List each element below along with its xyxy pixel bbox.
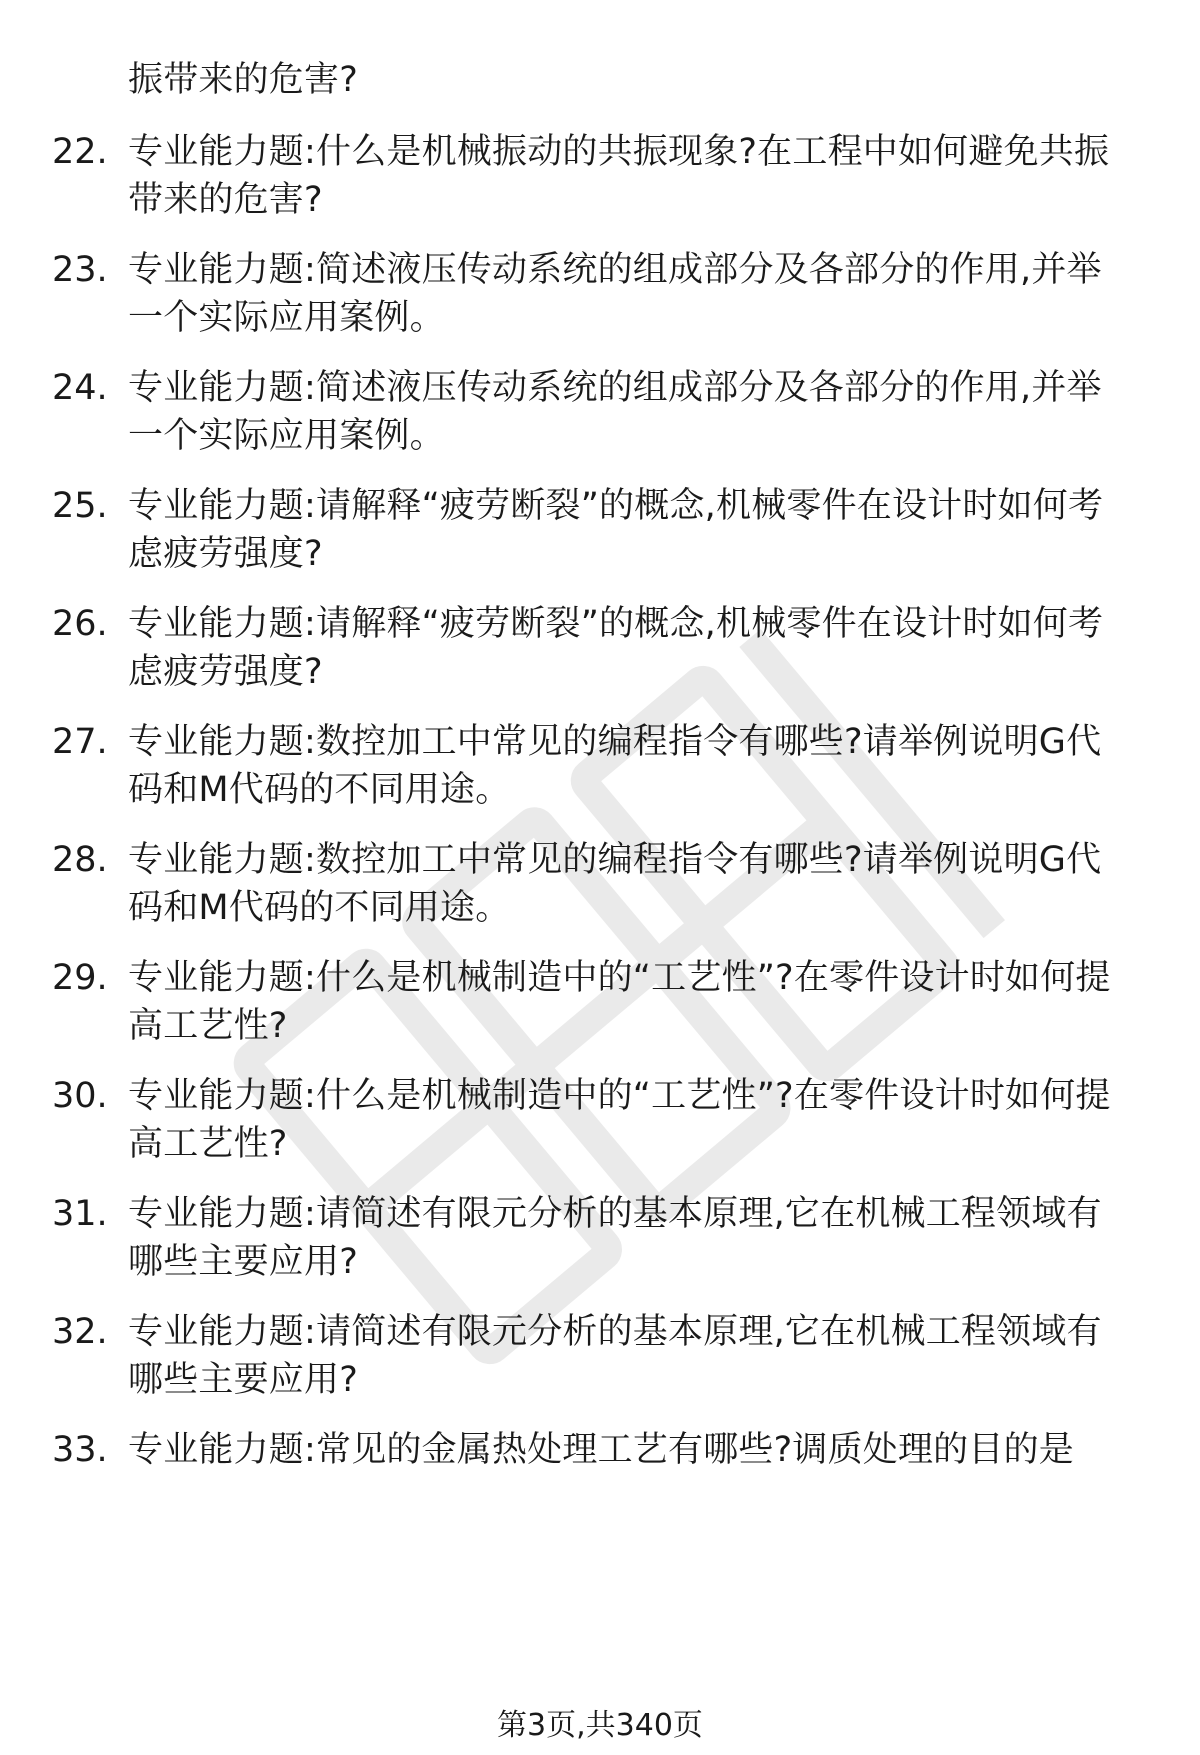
question-number: 31. (52, 1194, 108, 1234)
question-text: 专业能力题:什么是机械制造中的“工艺性”?在零件设计时如何提高工艺性? (128, 958, 1111, 1046)
question-text: 专业能力题:数控加工中常见的编程指令有哪些?请举例说明G代码和M代码的不同用途。 (128, 840, 1102, 928)
question-number: 30. (52, 1076, 108, 1116)
question-item (52, 364, 1152, 460)
question-number: 29. (52, 958, 108, 998)
question-item (52, 1426, 1152, 1474)
question-item (52, 718, 1152, 814)
question-item (52, 600, 1152, 696)
question-item (52, 128, 1152, 224)
question-text: 专业能力题:请简述有限元分析的基本原理,它在机械工程领域有哪些主要应用? (128, 1194, 1102, 1282)
question-number: 27. (52, 722, 108, 762)
question-number: 24. (52, 368, 108, 408)
question-number: 28. (52, 840, 108, 880)
question-number: 33. (52, 1430, 108, 1470)
question-number: 25. (52, 486, 108, 526)
question-item (52, 246, 1152, 342)
question-text: 专业能力题:什么是机械制造中的“工艺性”?在零件设计时如何提高工艺性? (128, 1076, 1111, 1164)
question-text: 专业能力题:简述液压传动系统的组成部分及各部分的作用,并举一个实际应用案例。 (128, 250, 1102, 338)
question-text: 专业能力题:常见的金属热处理工艺有哪些?调质处理的目的是 (128, 1430, 1074, 1470)
question-text: 专业能力题:什么是机械振动的共振现象?在工程中如何避免共振带来的危害? (128, 132, 1110, 220)
question-item (52, 1308, 1152, 1404)
question-number: 26. (52, 604, 108, 644)
page-footer: 第3页,共340页 (497, 1708, 703, 1743)
question-number: 32. (52, 1312, 108, 1352)
question-item (52, 1072, 1152, 1168)
question-text: 专业能力题:请解释“疲劳断裂”的概念,机械零件在设计时如何考虑疲劳强度? (128, 604, 1104, 692)
continuation-text: 振带来的危害? (128, 60, 358, 100)
question-item (52, 1190, 1152, 1286)
question-text: 专业能力题:简述液压传动系统的组成部分及各部分的作用,并举一个实际应用案例。 (128, 368, 1102, 456)
continuation-line (52, 56, 1152, 104)
question-item (52, 836, 1152, 932)
question-number: 23. (52, 250, 108, 290)
question-text: 专业能力题:请解释“疲劳断裂”的概念,机械零件在设计时如何考虑疲劳强度? (128, 486, 1104, 574)
question-item (52, 482, 1152, 578)
question-text: 专业能力题:数控加工中常见的编程指令有哪些?请举例说明G代码和M代码的不同用途。 (128, 722, 1102, 810)
question-number: 22. (52, 132, 108, 172)
question-text: 专业能力题:请简述有限元分析的基本原理,它在机械工程领域有哪些主要应用? (128, 1312, 1102, 1400)
question-item (52, 954, 1152, 1050)
